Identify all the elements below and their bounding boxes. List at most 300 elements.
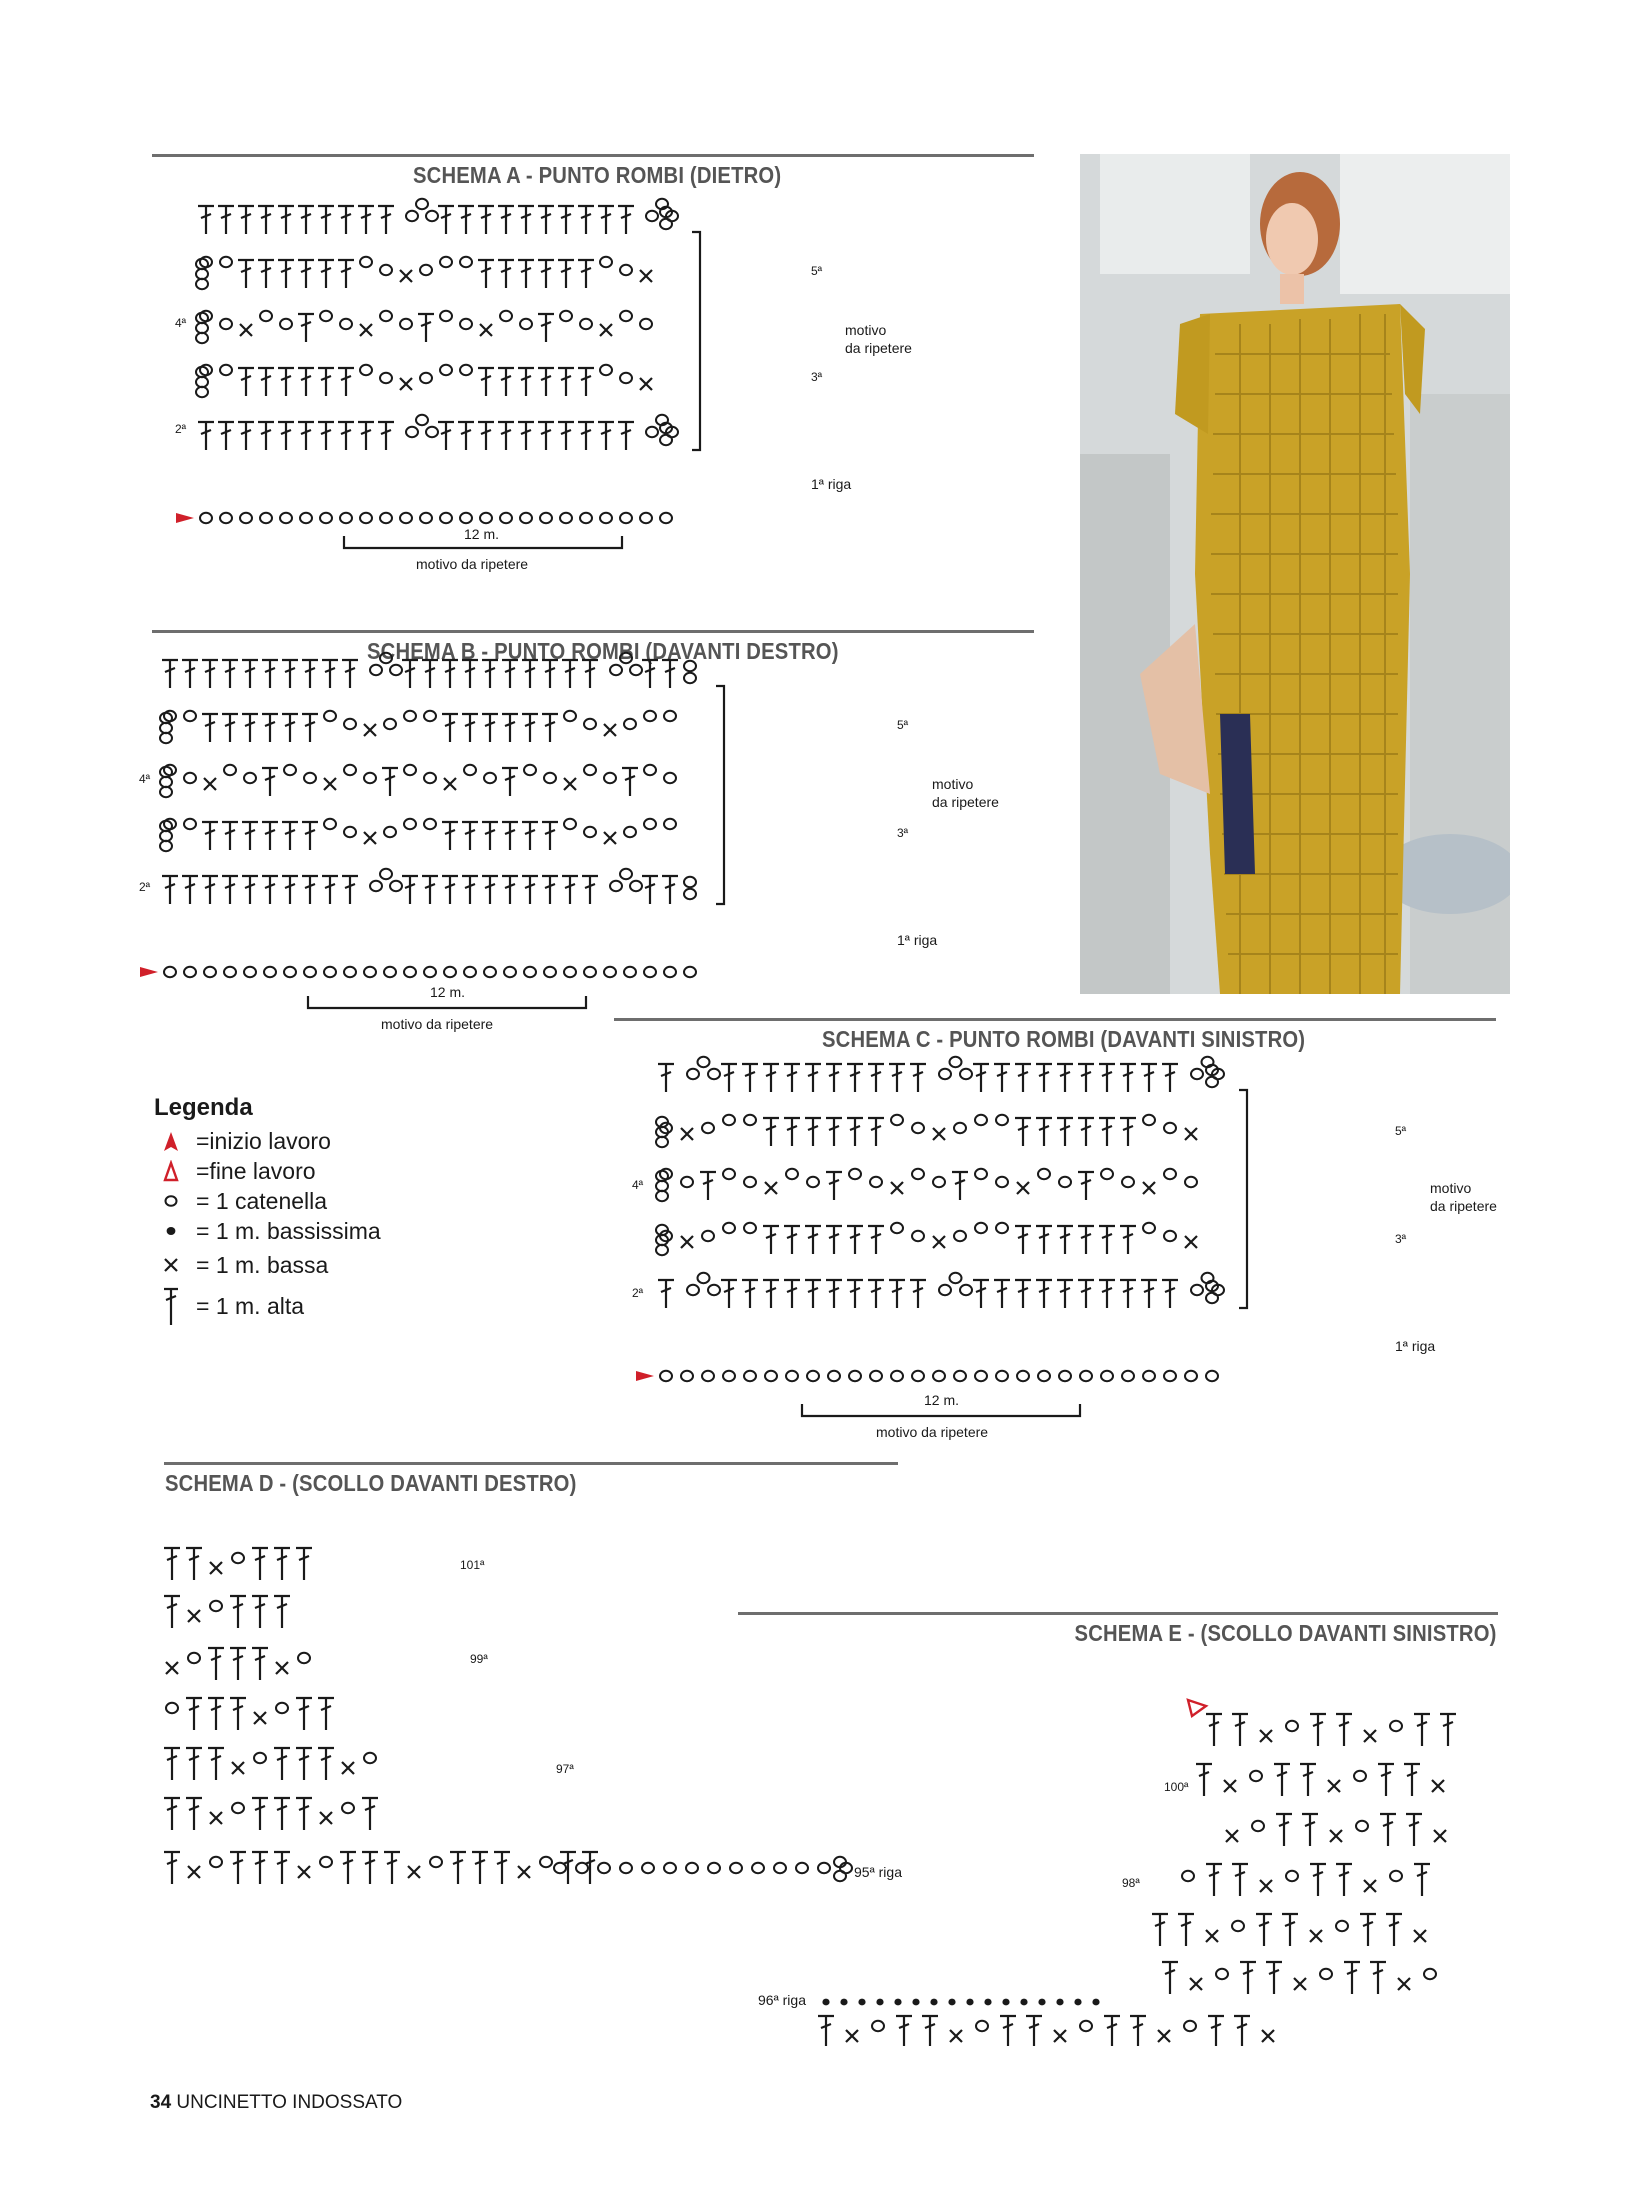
chain-mark: [564, 711, 576, 721]
double-crochet-mark: [1196, 1764, 1212, 1796]
double-crochet-mark: [318, 206, 334, 234]
chain-mark: [723, 1223, 735, 1233]
single-crochet-mark: [1190, 1978, 1202, 1990]
chain-mark: [500, 311, 512, 321]
double-crochet-mark: [538, 206, 554, 234]
schema-a-bottom-label: motivo da ripetere: [416, 556, 529, 572]
chain-mark: [460, 365, 472, 375]
chain-mark: [430, 1857, 442, 1867]
double-crochet-mark: [1344, 1962, 1360, 1994]
chain-mark: [786, 1169, 798, 1179]
double-crochet-mark: [458, 422, 474, 450]
double-crochet-mark: [342, 876, 358, 904]
chain-mark: [460, 319, 472, 329]
chain-mark: [912, 1123, 924, 1133]
chain-mark: [624, 967, 636, 977]
chain-mark: [1184, 2021, 1196, 2031]
magazine-name: UNCINETTO INDOSSATO: [176, 2092, 403, 2113]
start-triangle-icon: [154, 1130, 188, 1152]
schema-e-row-96: 96ª riga: [758, 1992, 806, 2008]
chain-mark: [560, 513, 572, 523]
chain-mark: [891, 1371, 903, 1381]
double-crochet-mark: [230, 1852, 246, 1884]
single-crochet-mark: [933, 1236, 945, 1248]
chain-mark: [744, 1177, 756, 1187]
chain-mark: [620, 1863, 632, 1873]
chain-mark: [380, 513, 392, 523]
slip-stitch-mark: [948, 1999, 955, 2006]
double-crochet-mark: [847, 1280, 863, 1308]
chain-mark: [184, 773, 196, 783]
double-crochet-mark: [742, 1064, 758, 1092]
chain-mark: [200, 513, 212, 523]
slip-stitch-mark: [1020, 1999, 1027, 2006]
single-crochet-mark: [950, 2030, 962, 2042]
schema-c-repeat-label: motivo da ripetere: [1430, 1180, 1497, 1214]
double-crochet-mark: [478, 260, 494, 288]
chain-mark: [404, 711, 416, 721]
double-crochet-mark: [162, 660, 178, 688]
double-crochet-mark: [222, 660, 238, 688]
chain-mark: [774, 1863, 786, 1873]
slip-stitch-mark: [984, 1999, 991, 2006]
double-crochet-mark: [182, 660, 198, 688]
chain-mark: [723, 1115, 735, 1125]
chain-mark: [642, 1863, 654, 1873]
double-crochet-mark: [826, 1118, 842, 1146]
double-crochet-mark: [1414, 1864, 1430, 1896]
double-crochet-mark: [450, 1852, 466, 1884]
chain-mark: [723, 1371, 735, 1381]
double-crochet-mark: [598, 206, 614, 234]
legend-item-end: [154, 1156, 381, 1186]
double-crochet-mark: [805, 1226, 821, 1254]
double-crochet-mark: [1078, 1118, 1094, 1146]
double-crochet-mark: [238, 260, 254, 288]
chain-mark: [664, 711, 676, 721]
double-crochet-mark: [784, 1118, 800, 1146]
double-crochet-mark: [562, 876, 578, 904]
chain-mark: [1424, 1969, 1436, 1979]
double-crochet-mark: [868, 1226, 884, 1254]
double-crochet-mark: [582, 1852, 598, 1884]
chain-mark: [698, 1273, 710, 1283]
double-crochet-mark: [1152, 1914, 1168, 1946]
double-crochet-mark: [558, 422, 574, 450]
chain-mark: [580, 319, 592, 329]
double-crochet-mark: [582, 876, 598, 904]
schema-d-row-101: 101ª: [460, 1558, 485, 1572]
chain-mark: [424, 967, 436, 977]
double-crochet-mark: [274, 1596, 290, 1628]
double-crochet-mark: [558, 260, 574, 288]
single-crochet-mark: [210, 1562, 222, 1574]
chain-mark: [320, 1857, 332, 1867]
chain-mark: [610, 881, 622, 891]
double-crochet-mark: [202, 876, 218, 904]
single-crochet-mark: [640, 270, 652, 282]
chain-mark: [370, 665, 382, 675]
chain-mark: [344, 765, 356, 775]
chain-mark: [1320, 1969, 1332, 1979]
double-crochet-mark: [1036, 1226, 1052, 1254]
schema-d-title: SCHEMA D - (SCOLLO DAVANTI DESTRO): [165, 1470, 577, 1496]
double-crochet-mark: [1057, 1226, 1073, 1254]
chain-mark: [544, 967, 556, 977]
double-crochet-mark: [342, 660, 358, 688]
double-crochet-mark: [358, 422, 374, 450]
schema-c-row-3: 3ª: [1395, 1232, 1407, 1246]
chain-mark: [400, 319, 412, 329]
double-crochet-mark: [502, 876, 518, 904]
chain-mark: [660, 219, 672, 229]
chain-mark: [584, 719, 596, 729]
chain-mark: [220, 365, 232, 375]
legend: [154, 1094, 381, 1328]
double-crochet-mark: [1440, 1714, 1456, 1746]
double-crochet-mark: [518, 260, 534, 288]
single-crochet-mark: [1364, 1880, 1376, 1892]
chain-mark: [954, 1371, 966, 1381]
chain-mark: [624, 719, 636, 729]
chain-mark: [950, 1057, 962, 1067]
schema-e-row-100: 100ª: [1164, 1780, 1189, 1794]
double-crochet-mark: [296, 1548, 312, 1580]
chain-mark: [686, 1863, 698, 1873]
double-crochet-mark: [582, 660, 598, 688]
double-crochet-mark: [302, 660, 318, 688]
legend-title: Legenda: [154, 1094, 253, 1121]
single-crochet-mark: [188, 1610, 200, 1622]
schema-d-chart: [164, 1548, 852, 1884]
double-crochet-mark: [208, 1698, 224, 1730]
double-crochet-mark: [322, 660, 338, 688]
chain-mark: [426, 427, 438, 437]
chain-mark: [849, 1371, 861, 1381]
chain-mark: [620, 653, 632, 663]
double-crochet-mark: [242, 876, 258, 904]
double-crochet-mark: [578, 260, 594, 288]
chain-mark: [224, 967, 236, 977]
double-crochet-mark: [478, 422, 494, 450]
chain-mark: [744, 1223, 756, 1233]
double-crochet-mark: [164, 1596, 180, 1628]
double-crochet-mark: [1026, 2016, 1042, 2046]
chain-mark: [644, 819, 656, 829]
chain-mark: [975, 1115, 987, 1125]
chain-mark: [620, 265, 632, 275]
double-crochet-mark: [826, 1172, 842, 1200]
chain-mark: [1017, 1371, 1029, 1381]
chain-mark: [342, 1803, 354, 1813]
chain-mark: [723, 1169, 735, 1179]
double-crochet-mark: [1057, 1118, 1073, 1146]
chain-mark: [554, 1863, 566, 1873]
chain-mark: [1206, 1293, 1218, 1303]
chain-mark: [160, 841, 172, 851]
schema-a-row-3: 3ª: [811, 370, 823, 384]
single-crochet-mark: [1226, 1830, 1238, 1842]
double-crochet-mark: [274, 1548, 290, 1580]
slip-stitch-mark: [966, 1999, 973, 2006]
double-crochet-mark: [298, 206, 314, 234]
chain-mark: [406, 427, 418, 437]
single-crochet-mark: [254, 1712, 266, 1724]
single-crochet-mark: [1206, 1930, 1218, 1942]
double-crochet-mark: [378, 422, 394, 450]
double-crochet-mark: [1099, 1064, 1115, 1092]
chain-mark: [232, 1803, 244, 1813]
chain-mark: [420, 513, 432, 523]
double-crochet-mark: [298, 314, 314, 342]
start-marker: [176, 513, 194, 523]
chain-mark: [640, 513, 652, 523]
chain-mark: [524, 967, 536, 977]
double-crochet-mark: [222, 822, 238, 850]
double-crochet-mark: [296, 1698, 312, 1730]
chain-mark: [828, 1371, 840, 1381]
chain-mark: [1164, 1169, 1176, 1179]
chain-mark: [196, 259, 208, 269]
chain-mark: [390, 881, 402, 891]
double-crochet-mark: [252, 1852, 268, 1884]
end-marker: [1188, 1700, 1206, 1716]
double-crochet-mark: [442, 876, 458, 904]
double-crochet-mark: [164, 1798, 180, 1830]
chain-mark: [644, 711, 656, 721]
chain-mark: [564, 819, 576, 829]
chain-mark: [404, 819, 416, 829]
single-crochet-mark: [298, 1866, 310, 1878]
chain-mark: [1080, 1371, 1092, 1381]
chain-mark: [656, 1245, 668, 1255]
double-crochet-mark: [362, 1798, 378, 1830]
single-crochet-mark: [846, 2030, 858, 2042]
double-crochet-mark: [662, 660, 678, 688]
double-crochet-mark: [818, 2016, 834, 2046]
chain-mark: [1250, 1771, 1262, 1781]
double-crochet-mark: [1336, 1714, 1352, 1746]
double-crochet-mark: [338, 422, 354, 450]
double-crochet-mark: [721, 1064, 737, 1092]
chain-mark: [1191, 1069, 1203, 1079]
slip-stitch-mark: [1092, 1999, 1099, 2006]
double-crochet-mark: [784, 1226, 800, 1254]
double-crochet-mark: [218, 206, 234, 234]
chain-mark: [684, 967, 696, 977]
chain-mark: [440, 257, 452, 267]
double-crochet-mark: [274, 1798, 290, 1830]
chain-mark: [360, 365, 372, 375]
double-crochet-mark: [1380, 1814, 1396, 1846]
chain-mark: [786, 1371, 798, 1381]
chain-mark: [210, 1601, 222, 1611]
double-crochet-mark: [498, 422, 514, 450]
chain-mark: [196, 313, 208, 323]
single-crochet-mark: [240, 324, 252, 336]
double-crochet-mark: [222, 876, 238, 904]
chain-mark: [464, 967, 476, 977]
double-crochet-mark: [362, 1852, 378, 1884]
double-crochet-mark: [384, 1852, 400, 1884]
double-crochet-mark: [700, 1172, 716, 1200]
single-crochet-mark: [232, 1762, 244, 1774]
double-crochet-mark: [1406, 1814, 1422, 1846]
chain-mark: [380, 653, 392, 663]
double-crochet-mark: [1302, 1814, 1318, 1846]
double-crochet-mark: [258, 206, 274, 234]
double-crochet-mark: [994, 1280, 1010, 1308]
chain-mark: [870, 1371, 882, 1381]
single-crochet-mark: [1185, 1128, 1197, 1140]
double-crochet-mark: [282, 822, 298, 850]
double-crochet-mark: [242, 822, 258, 850]
chain-mark: [544, 773, 556, 783]
chain-mark: [324, 711, 336, 721]
chain-mark: [520, 319, 532, 329]
double-crochet-mark: [358, 206, 374, 234]
chain-mark: [188, 1653, 200, 1663]
double-crochet-mark: [252, 1648, 268, 1680]
double-crochet-mark: [1386, 1914, 1402, 1946]
double-crochet-mark: [186, 1698, 202, 1730]
double-crochet-mark: [462, 822, 478, 850]
chain-mark: [744, 1115, 756, 1125]
single-crochet-mark: [400, 270, 412, 282]
double-crochet-mark: [763, 1280, 779, 1308]
chain-mark: [1286, 1871, 1298, 1881]
single-crochet-mark: [1398, 1978, 1410, 1990]
chain-mark: [304, 967, 316, 977]
chain-mark: [933, 1177, 945, 1187]
single-crochet-mark: [342, 1762, 354, 1774]
chain-mark: [1101, 1371, 1113, 1381]
slip-stitch-mark: [822, 1999, 829, 2006]
bracket-line: [716, 686, 724, 904]
chain-mark: [220, 257, 232, 267]
chain-mark: [702, 1371, 714, 1381]
double-crochet-mark: [242, 714, 258, 742]
single-crochet-mark: [518, 1866, 530, 1878]
chain-mark: [1143, 1371, 1155, 1381]
chain-mark: [996, 1115, 1008, 1125]
double-crochet-mark: [442, 822, 458, 850]
double-crochet-mark: [274, 1852, 290, 1884]
schema-c-title: SCHEMA C - PUNTO ROMBI (DAVANTI SINISTRO): [822, 1026, 1306, 1052]
chain-mark: [1185, 1177, 1197, 1187]
double-crochet-mark: [208, 1648, 224, 1680]
double-crochet-mark: [826, 1226, 842, 1254]
chain-mark: [1185, 1371, 1197, 1381]
double-crochet-mark: [622, 768, 638, 796]
chain-mark: [260, 311, 272, 321]
chain-mark: [480, 513, 492, 523]
double-crochet-mark: [296, 1798, 312, 1830]
schema-c-chart: [636, 1057, 1247, 1416]
double-crochet-mark: [296, 1748, 312, 1780]
chain-mark: [1286, 1721, 1298, 1731]
chain-mark: [976, 2021, 988, 2031]
single-crochet-mark: [564, 778, 576, 790]
single-crochet-mark: [1260, 1880, 1272, 1892]
schema-c-row-4: 4ª: [632, 1178, 644, 1192]
double-crochet-mark: [442, 714, 458, 742]
double-crochet-mark: [847, 1064, 863, 1092]
chain-mark: [184, 967, 196, 977]
chain-mark: [160, 713, 172, 723]
double-crochet-mark: [218, 422, 234, 450]
double-crochet-mark: [338, 260, 354, 288]
chain-mark: [630, 665, 642, 675]
chain-mark: [975, 1169, 987, 1179]
legend-item-start: [154, 1126, 381, 1156]
chain-mark: [684, 661, 696, 671]
double-crochet-mark: [438, 206, 454, 234]
chain-mark: [540, 513, 552, 523]
single-crochet-mark: [1262, 2030, 1274, 2042]
double-crochet-mark: [763, 1064, 779, 1092]
chain-mark: [320, 513, 332, 523]
chain-mark: [364, 1753, 376, 1763]
chain-mark: [584, 827, 596, 837]
chain-mark: [598, 1863, 610, 1873]
double-crochet-mark: [618, 422, 634, 450]
double-crochet-mark: [763, 1226, 779, 1254]
double-crochet-mark: [282, 660, 298, 688]
double-crochet-mark: [538, 314, 554, 342]
chain-mark: [440, 365, 452, 375]
legend-item-text: =fine lavoro: [196, 1157, 316, 1184]
schema-c-count-label: 12 m.: [924, 1392, 960, 1408]
chain-mark: [420, 373, 432, 383]
double-crochet-mark: [498, 206, 514, 234]
chain-mark: [580, 513, 592, 523]
chain-mark: [660, 513, 672, 523]
chain-mark: [254, 1753, 266, 1763]
chain-mark: [1164, 1371, 1176, 1381]
chain-mark: [996, 1371, 1008, 1381]
chain-mark: [584, 967, 596, 977]
chain-mark: [687, 1069, 699, 1079]
double-crochet-mark: [868, 1118, 884, 1146]
double-crochet-mark: [318, 422, 334, 450]
chain-mark: [424, 773, 436, 783]
single-crochet-mark: [360, 324, 372, 336]
double-crochet-mark: [482, 714, 498, 742]
double-crochet-mark: [238, 368, 254, 396]
double-crochet-icon: [154, 1286, 188, 1326]
double-crochet-mark: [378, 206, 394, 234]
double-crochet-mark: [262, 660, 278, 688]
double-crochet-mark: [1232, 1714, 1248, 1746]
double-crochet-mark: [258, 422, 274, 450]
chain-mark: [484, 773, 496, 783]
double-crochet-mark: [1104, 2016, 1120, 2046]
double-crochet-mark: [1000, 2016, 1016, 2046]
chain-mark: [276, 1703, 288, 1713]
double-crochet-mark: [282, 714, 298, 742]
chain-mark: [708, 1863, 720, 1873]
schema-e-title: SCHEMA E - (SCOLLO DAVANTI SINISTRO): [1074, 1620, 1497, 1646]
double-crochet-mark: [889, 1064, 905, 1092]
chain-mark: [160, 723, 172, 733]
chain-mark: [1206, 1371, 1218, 1381]
double-crochet-mark: [1240, 1962, 1256, 1994]
chain-mark: [210, 1857, 222, 1867]
chain-mark: [380, 311, 392, 321]
double-crochet-mark: [1266, 1962, 1282, 1994]
double-crochet-mark: [1256, 1914, 1272, 1946]
